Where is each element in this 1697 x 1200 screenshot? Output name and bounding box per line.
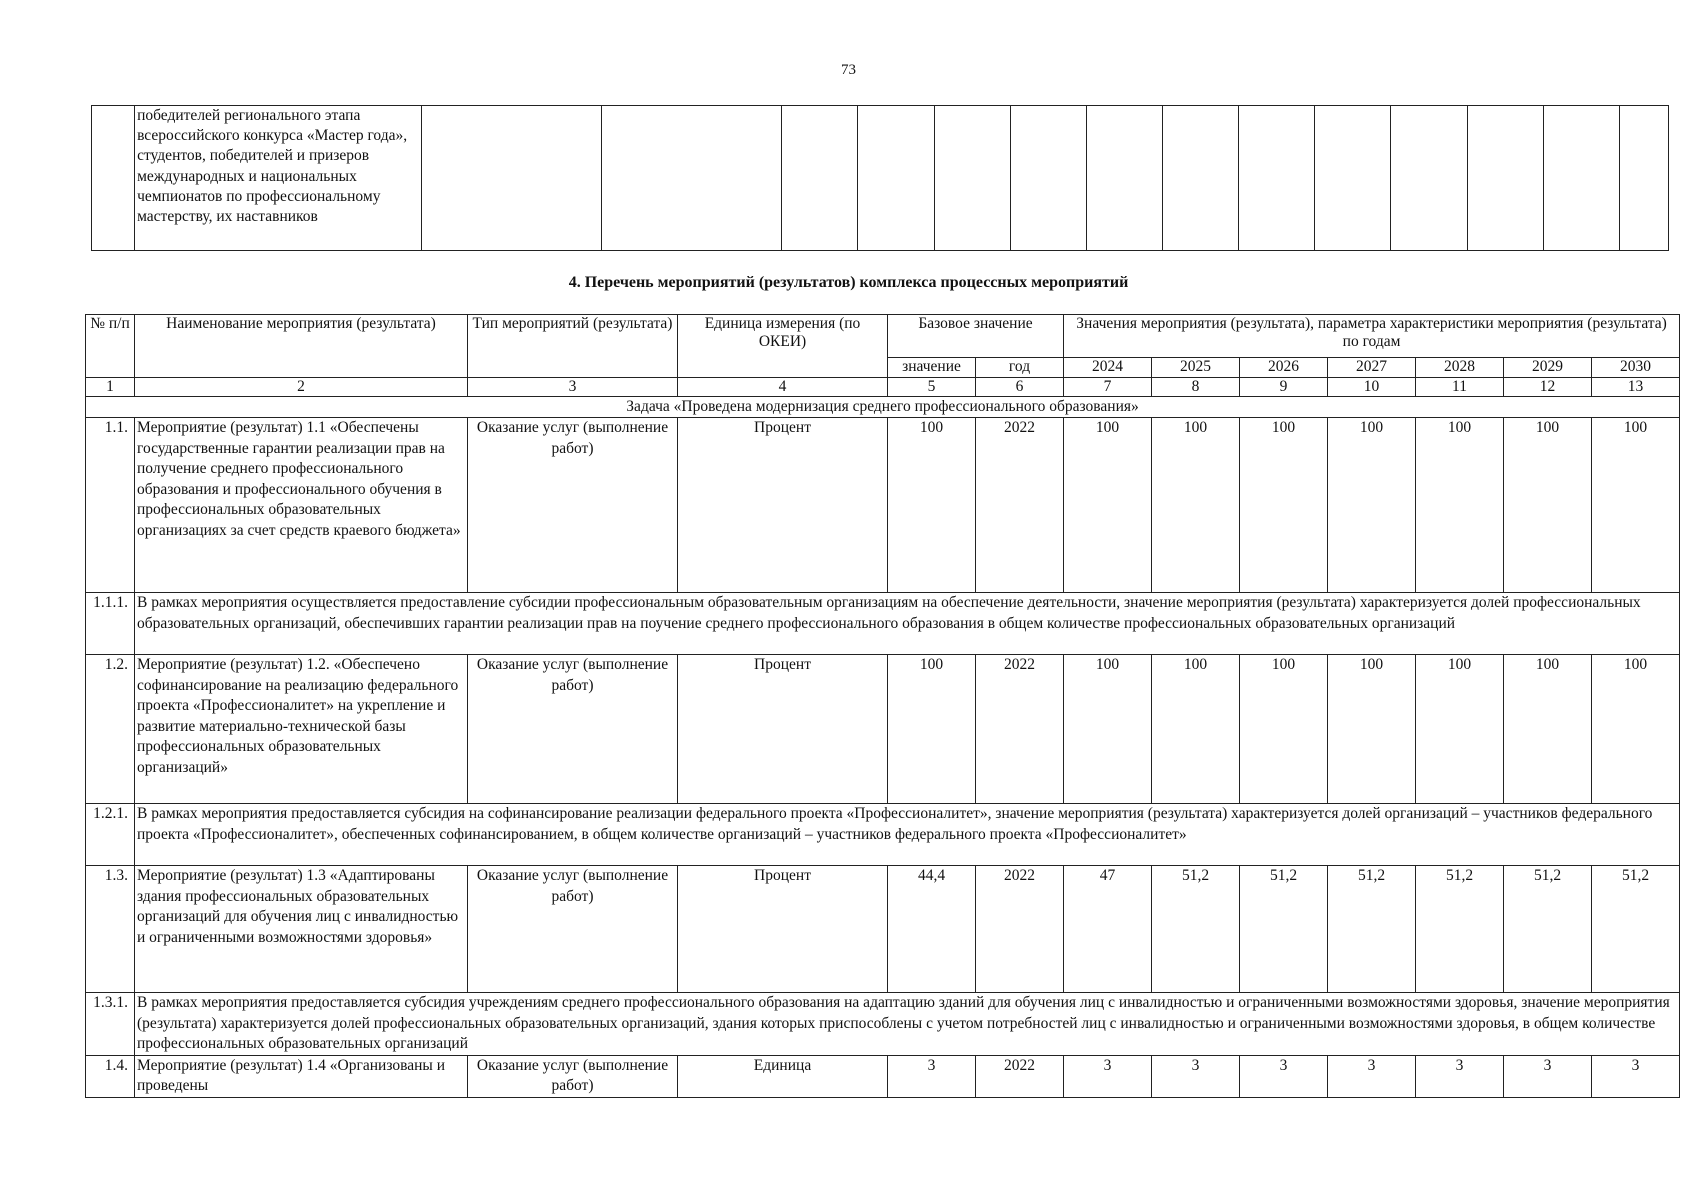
year-value: 3 [1064, 1055, 1152, 1097]
header-unit: Единица измерения (по ОКЕИ) [678, 315, 888, 378]
base-value: 3 [888, 1055, 976, 1097]
header-year: 2028 [1416, 358, 1504, 378]
cell [1162, 106, 1238, 251]
measure-type: Оказание услуг (выполнение работ) [468, 655, 678, 804]
year-value: 100 [1064, 655, 1152, 804]
cell [1391, 106, 1467, 251]
measure-description: В рамках мероприятия предоставляется субсидия на софинансирование реализации федерального проекта «Профессионалитет», значение мероприятия (результата) характеризуется долей организаций – участников федерального проекта «Профессионалитет», обеспеченных софинансированием, в общем количестве организаций – участников федерального проекта «Профессионалитет» [135, 804, 1680, 866]
year-value: 51,2 [1240, 866, 1328, 993]
year-value: 100 [1240, 418, 1328, 593]
header-row [86, 315, 1680, 358]
page-number: 73 [841, 62, 856, 78]
row-number: 1.2.1. [86, 804, 135, 866]
column-index: 6 [976, 378, 1064, 397]
column-index: 3 [468, 378, 678, 397]
measure-type: Оказание услуг (выполнение работ) [468, 866, 678, 993]
row-number: 1.3. [86, 866, 135, 993]
year-value: 100 [1328, 655, 1416, 804]
continuation-row [92, 106, 1669, 251]
base-year: 2022 [976, 655, 1064, 804]
year-value: 3 [1416, 1055, 1504, 1097]
column-index: 5 [888, 378, 976, 397]
cell [1467, 106, 1543, 251]
year-value: 3 [1152, 1055, 1240, 1097]
description-row [86, 593, 1680, 655]
measure-name: Мероприятие (результат) 1.4 «Организованы и проведены [135, 1055, 468, 1097]
continuation-text: победителей регионального этапа всероссийского конкурса «Мастер года», студентов, победителей и призеров международных и национальных чемпионатов по профессиональному мастерству, их наставников [135, 106, 422, 251]
measure-unit: Процент [678, 418, 888, 593]
year-value: 3 [1592, 1055, 1680, 1097]
task-title: Задача «Проведена модернизация среднего профессионального образования» [86, 397, 1680, 418]
year-value: 100 [1152, 655, 1240, 804]
base-year: 2022 [976, 1055, 1064, 1097]
row-number: 1.2. [86, 655, 135, 804]
measure-name: Мероприятие (результат) 1.2. «Обеспечено софинансирование на реализацию федерального проекта «Профессионалитет» на укрепление и развитие материально-технической базы профессиональных образовательных организаций» [135, 655, 468, 804]
measure-description: В рамках мероприятия осуществляется предоставление субсидии профессиональным образовательным организациям на обеспечение деятельности, значение мероприятия (результата) характеризуется долей профессиональных образовательных организаций, обеспечивших гарантии реализации прав на поучение среднего профессионального образования в общем количестве профессиональных образовательных организаций [135, 593, 1680, 655]
column-index: 13 [1592, 378, 1680, 397]
year-value: 51,2 [1504, 866, 1592, 993]
year-value: 100 [1416, 655, 1504, 804]
description-row [86, 993, 1680, 1056]
measure-row [86, 1055, 1680, 1097]
cell [858, 106, 934, 251]
header-year: 2026 [1240, 358, 1328, 378]
cell [1239, 106, 1315, 251]
cell [1086, 106, 1162, 251]
continuation-table [91, 105, 1669, 251]
row-number: 1.1.1. [86, 593, 135, 655]
measure-type: Оказание услуг (выполнение работ) [468, 1055, 678, 1097]
year-value: 3 [1240, 1055, 1328, 1097]
measure-row [86, 655, 1680, 804]
column-index-row [86, 378, 1680, 397]
cell [1315, 106, 1391, 251]
measure-unit: Процент [678, 866, 888, 993]
year-value: 100 [1328, 418, 1416, 593]
column-index: 2 [135, 378, 468, 397]
measure-unit: Процент [678, 655, 888, 804]
year-value: 51,2 [1592, 866, 1680, 993]
cell [92, 106, 135, 251]
column-index: 7 [1064, 378, 1152, 397]
header-values: Значения мероприятия (результата), параметра характеристики мероприятия (результата) по годам [1064, 315, 1680, 358]
header-name: Наименование мероприятия (результата) [135, 315, 468, 378]
measure-type: Оказание услуг (выполнение работ) [468, 418, 678, 593]
cell [1543, 106, 1619, 251]
header-base-value: значение [888, 358, 976, 378]
year-value: 100 [1504, 418, 1592, 593]
measure-name: Мероприятие (результат) 1.3 «Адаптированы здания профессиональных образовательных организаций для обучения лиц с инвалидностью и ограниченными возможностями здоровья» [135, 866, 468, 993]
header-year: 2027 [1328, 358, 1416, 378]
description-row [86, 804, 1680, 866]
measure-description: В рамках мероприятия предоставляется субсидия учреждениям среднего профессионального образования на адаптацию зданий для обучения лиц с инвалидностью и ограниченными возможностями здоровья, значение мероприятия (результата) характеризуется долей профессиональных образовательных организаций, здания которых приспособлены с учетом потребностей лиц с инвалидностью и ограниченными возможностями здоровья, в общем количестве профессиональных образовательных организаций [135, 993, 1680, 1056]
year-value: 100 [1064, 418, 1152, 593]
cell [934, 106, 1010, 251]
year-value: 47 [1064, 866, 1152, 993]
column-index: 12 [1504, 378, 1592, 397]
year-value: 100 [1504, 655, 1592, 804]
header-type: Тип мероприятий (результата) [468, 315, 678, 378]
column-index: 9 [1240, 378, 1328, 397]
cell [421, 106, 601, 251]
column-index: 1 [86, 378, 135, 397]
year-value: 100 [1240, 655, 1328, 804]
cell [1619, 106, 1668, 251]
year-value: 100 [1416, 418, 1504, 593]
year-value: 100 [1152, 418, 1240, 593]
row-number: 1.3.1. [86, 993, 135, 1056]
base-value: 44,4 [888, 866, 976, 993]
column-index: 10 [1328, 378, 1416, 397]
measure-name: Мероприятие (результат) 1.1 «Обеспечены государственные гарантии реализации прав на получение среднего профессионального образования и профессионального обучения в профессиональных образовательных организациях за счет средств краевого бюджета» [135, 418, 468, 593]
measures-table [85, 314, 1680, 1098]
base-value: 100 [888, 418, 976, 593]
header-year: 2030 [1592, 358, 1680, 378]
header-base-year: год [976, 358, 1064, 378]
header-num: № п/п [86, 315, 135, 378]
section-title: 4. Перечень мероприятий (результатов) комплекса процессных мероприятий [568, 274, 1129, 291]
year-value: 51,2 [1416, 866, 1504, 993]
measure-row [86, 418, 1680, 593]
header-base: Базовое значение [888, 315, 1064, 358]
row-number: 1.1. [86, 418, 135, 593]
column-index: 11 [1416, 378, 1504, 397]
measure-row [86, 866, 1680, 993]
row-number: 1.4. [86, 1055, 135, 1097]
column-index: 4 [678, 378, 888, 397]
cell [601, 106, 781, 251]
header-year: 2029 [1504, 358, 1592, 378]
year-value: 100 [1592, 418, 1680, 593]
base-year: 2022 [976, 866, 1064, 993]
header-year: 2024 [1064, 358, 1152, 378]
measure-unit: Единица [678, 1055, 888, 1097]
base-year: 2022 [976, 418, 1064, 593]
base-value: 100 [888, 655, 976, 804]
column-index: 8 [1152, 378, 1240, 397]
cell [782, 106, 858, 251]
year-value: 3 [1328, 1055, 1416, 1097]
cell [1010, 106, 1086, 251]
year-value: 51,2 [1328, 866, 1416, 993]
year-value: 3 [1504, 1055, 1592, 1097]
year-value: 100 [1592, 655, 1680, 804]
task-row [86, 397, 1680, 418]
header-year: 2025 [1152, 358, 1240, 378]
year-value: 51,2 [1152, 866, 1240, 993]
